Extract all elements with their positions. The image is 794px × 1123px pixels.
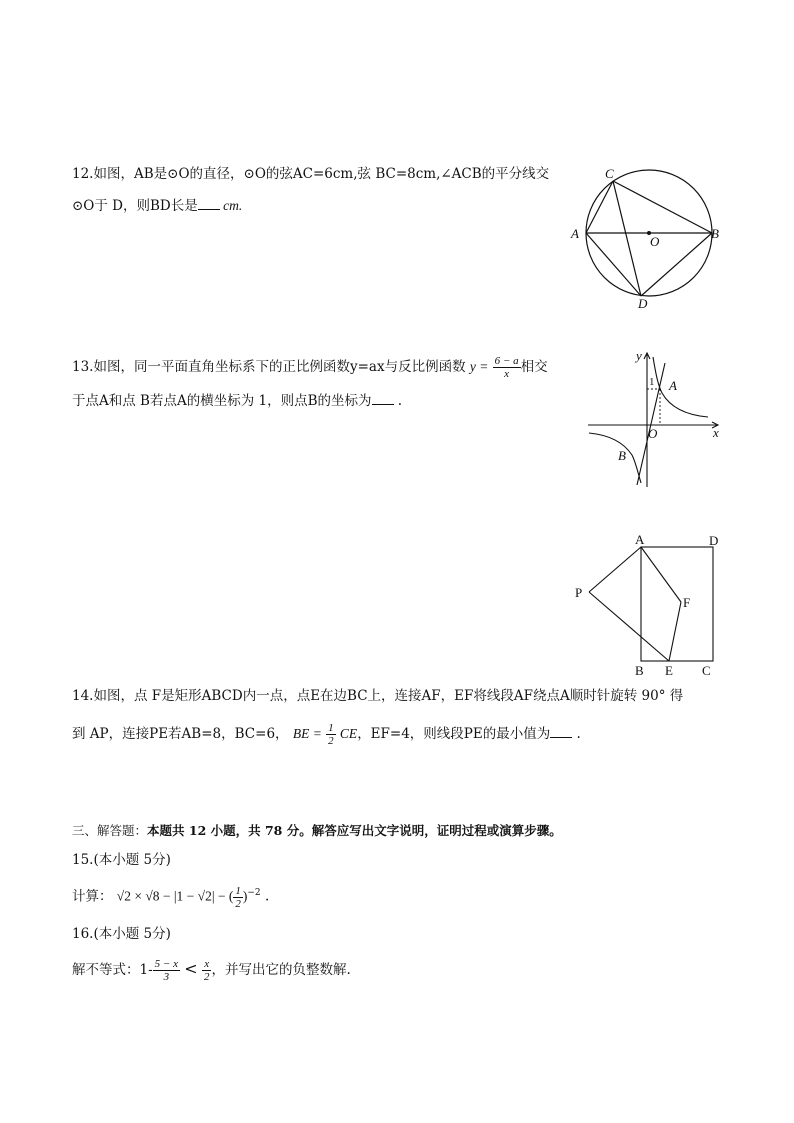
q13-line2-text: 于点A和点 B若点A的横坐标为 1，则点B的坐标为 <box>72 393 372 409</box>
q15-expr-a: √2 × √8 − |1 − √2| − ( <box>116 888 234 904</box>
q14-line2-mid: ，EF=4，则线段PE的最小值为 <box>357 726 551 742</box>
label-B: B <box>618 448 626 463</box>
q14-ce: CE <box>339 726 358 741</box>
answer-blank <box>372 392 394 405</box>
q14-line2-end: . <box>572 726 581 742</box>
label-A: A <box>669 378 677 393</box>
q14-line1: 14.如图，点 F是矩形ABCD内一点，点E在边BC上，连接AF，EF将线段AF绕点A顺时针旋转 90° 得 <box>72 688 684 704</box>
q15-exponent: −2 <box>247 888 261 898</box>
label-one: 1 <box>649 376 655 388</box>
label-B: B <box>711 226 719 241</box>
label-C: C <box>702 663 711 678</box>
q13-frac-num: 6 − a <box>494 355 519 367</box>
q14-line2 <box>72 722 581 747</box>
section-heading-bold: 本题共 12 小题，共 78 分。解答应写出文字说明，证明过程或演算步骤。 <box>147 823 562 838</box>
q16-less-than: < <box>184 959 198 978</box>
q16-frac1-num: 5 − x <box>154 958 178 970</box>
q16-frac2-num: x <box>202 958 212 971</box>
q15-tail: . <box>264 888 270 905</box>
label-D: D <box>638 296 648 311</box>
q15-frac-den: 2 <box>235 897 241 910</box>
q16-fraction-1 <box>153 958 180 983</box>
q14-half-den: 2 <box>328 735 334 747</box>
q16-title: 16.(本小题 5分) <box>72 926 171 942</box>
label-y: y <box>636 348 642 363</box>
answer-blank <box>550 725 572 738</box>
q12-line1: 12.如图，AB是⊙O的直径，⊙O的弦AC=6cm,弦 BC=8cm,∠ACB的平分线交 <box>72 166 550 182</box>
q16-frac2-den: 2 <box>203 971 210 983</box>
q13-line1-text: 13.如图，同一平面直角坐标系下的正比例函数y=ax与反比例函数 <box>72 359 466 375</box>
q13-line2-end: . <box>393 393 403 409</box>
q15-expression <box>72 884 269 910</box>
label-C: C <box>605 166 614 181</box>
q12-line2 <box>72 197 242 215</box>
q15-calc-label: 计算： <box>72 888 113 905</box>
rectangle-figure <box>570 530 730 680</box>
label-D: D <box>709 533 719 548</box>
label-O: O <box>648 426 658 441</box>
q16-frac1-den: 3 <box>163 971 170 983</box>
coordinate-figure <box>580 345 730 495</box>
label-A: A <box>635 532 645 547</box>
q14-be: BE = <box>292 726 322 741</box>
q15-title: 15.(本小题 5分) <box>72 852 171 868</box>
q15-frac-num: 1 <box>235 884 241 897</box>
q14-half-num: 1 <box>328 722 334 734</box>
q13-line1 <box>72 355 548 380</box>
label-E: E <box>665 663 673 678</box>
q16-tail: ，并写出它的负整数解. <box>211 962 351 978</box>
q12-unit: cm. <box>219 198 243 213</box>
label-P: P <box>575 585 583 600</box>
circle-figure <box>565 165 730 313</box>
section-heading <box>72 822 562 840</box>
label-x: x <box>713 425 719 440</box>
label-A: A <box>571 226 579 241</box>
q13-line1-end: 相交 <box>520 359 548 375</box>
answer-blank <box>198 197 220 210</box>
label-B: B <box>635 663 644 678</box>
label-F: F <box>683 595 691 610</box>
q15-fraction <box>233 885 243 910</box>
q13-frac-den: x <box>504 368 510 380</box>
section-heading-pre: 三、解答题： <box>72 823 148 838</box>
q13-y-eq: y = <box>469 359 489 374</box>
q15-expr-b: ) <box>242 888 248 904</box>
q14-line2-text: 到 AP，连接PE若AB=8，BC=6， <box>72 726 289 742</box>
q16-inequality <box>72 958 351 983</box>
q14-half <box>326 722 336 747</box>
q16-label: 解不等式：1- <box>72 962 153 978</box>
q13-fraction <box>493 355 521 380</box>
q12-line2-text: ⊙O于 D，则BD长是 <box>72 198 198 214</box>
q13-line2 <box>72 392 402 410</box>
label-O: O <box>650 234 660 249</box>
